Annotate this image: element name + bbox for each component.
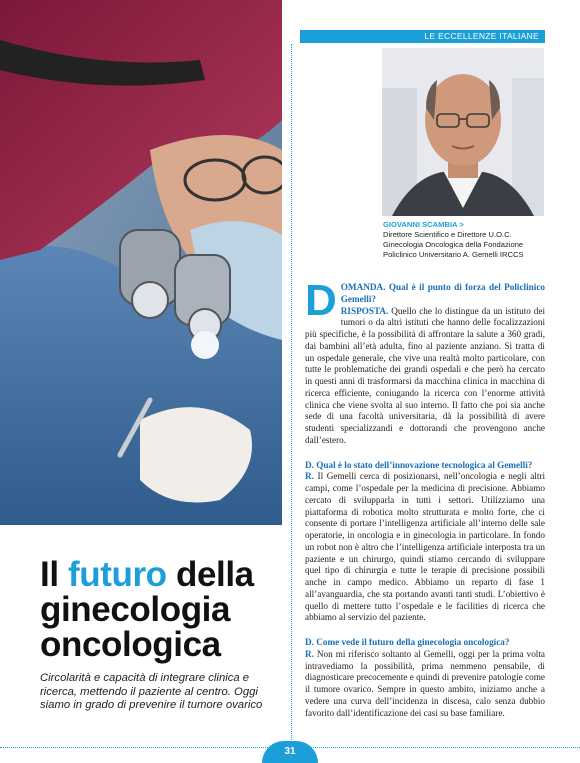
caption-name: GIOVANNI SCAMBIA > — [383, 220, 464, 229]
question-2 — [305, 460, 545, 472]
answer-1-lead: RISPOSTA. — [340, 305, 389, 316]
question-1-lead: OMANDA. — [340, 282, 386, 292]
surgeon-photo-illustration — [0, 0, 282, 525]
headline-accent: futuro — [67, 555, 167, 594]
section-label: LE ECCELLENZE ITALIANE — [300, 30, 545, 43]
answer-3-lead: R. — [305, 648, 314, 659]
question-2-lead: D. — [305, 459, 314, 470]
question-2-text: Qual è lo stato dell’innovazione tecnologica al Gemelli? — [313, 459, 533, 470]
answer-3-text: Non mi riferisco soltanto al Gemelli, oggi per la prima volta intravediamo la possibilità, prima nemmeno pensabile, di diagnosticare precocemente e quindi di prevenire patologie come il tumore ovarico. Sempre in questo ambito, iniziamo anche a vedere una curva dell’incidenza in discesa, calo senza dubbio favorito dall’identificazione dei casi su base familiare. — [305, 648, 545, 718]
portrait-photo — [382, 48, 544, 216]
question-3 — [305, 637, 545, 649]
headline-part2: della ginecologia oncologica — [40, 555, 254, 664]
answer-2-lead: R. — [305, 471, 314, 482]
portrait-illustration — [382, 48, 544, 216]
surgeon-photo — [0, 0, 282, 525]
question-1-text: Qual è il punto di forza del Policlinico Gemelli? — [340, 282, 545, 304]
portrait-caption — [383, 220, 553, 260]
answer-1 — [305, 306, 545, 447]
title-block — [40, 557, 280, 713]
answer-3 — [305, 649, 545, 720]
headline-part1: Il — [40, 555, 68, 594]
headline — [40, 557, 280, 662]
column-divider — [291, 44, 292, 744]
subheading: Circolarità e capacità di integrare clinica e ricerca, mettendo il paziente al centro. Oggi siamo in grado di prevenire il tumore ovarico — [40, 672, 263, 711]
question-3-lead: D. — [305, 637, 314, 647]
drop-cap: D — [305, 276, 337, 325]
page-footer — [0, 747, 580, 762]
interview-text — [305, 276, 545, 719]
caption-role: Direttore Scientifico e Direttore U.O.C. Ginecologia Oncologica della Fondazione Policlinico Universitario A. Gemelli IRCCS — [383, 230, 524, 259]
page-number: 31 — [262, 741, 318, 763]
answer-2 — [305, 471, 545, 624]
answer-1-text: Quello che lo distingue da un istituto dei tumori o da altri istituti che hanno delle focalizzazioni più specifiche, è la possibilità di affrontare la salute a 360 gradi, dai bambini all’età adulta, fino al paziente anziano. Si tratta di un ospedale generale, che vive una realtà molto particolare, con tutte le problematiche dei grandi ospedali e che però ha cercato in questi anni di trasformarsi da macchina clinica in macchina di ricerca efficiente, coniugando la ricerca con l’enorme attività clinica che viene svolta al suo interno. Il fatto che poi sia anche sede di una facoltà universitaria, dà la possibilità di avere studenti specializzandi e dottorandi che provengono anche dall’estero. — [305, 305, 545, 445]
answer-2-text: Il Gemelli cerca di posizionarsi, nell’oncologia e negli altri campi, come l’ospedale per la medicina di precisione. Abbiamo cercato di svilupparla in tutti i settori. Utilizziamo una piattaforma di robotica molto strutturata e molto forte, che ci consente di portare l’intelligenza artificiale all’interno delle sale operatorie, in oncologia e in ginecologia in particolare. In fondo un robot non è altro che l’intelligenza artificiale interposta tra un paziente e un chirurgo, quindi stiamo cercando di sviluppare quel tipo di chirurgia e tutte le terapie di precisione possibili anche in campo medico. Abbiamo un reparto di fase 1 all’avanguardia, che sta portando avanti tanti studi. L’obiettivo è quello di mettere tutto l’ospedale e le facilities di ricerca che abbiamo al servizio del paziente. — [305, 471, 545, 623]
question-3-text: Come vede il futuro della ginecologia oncologica? — [313, 637, 510, 647]
